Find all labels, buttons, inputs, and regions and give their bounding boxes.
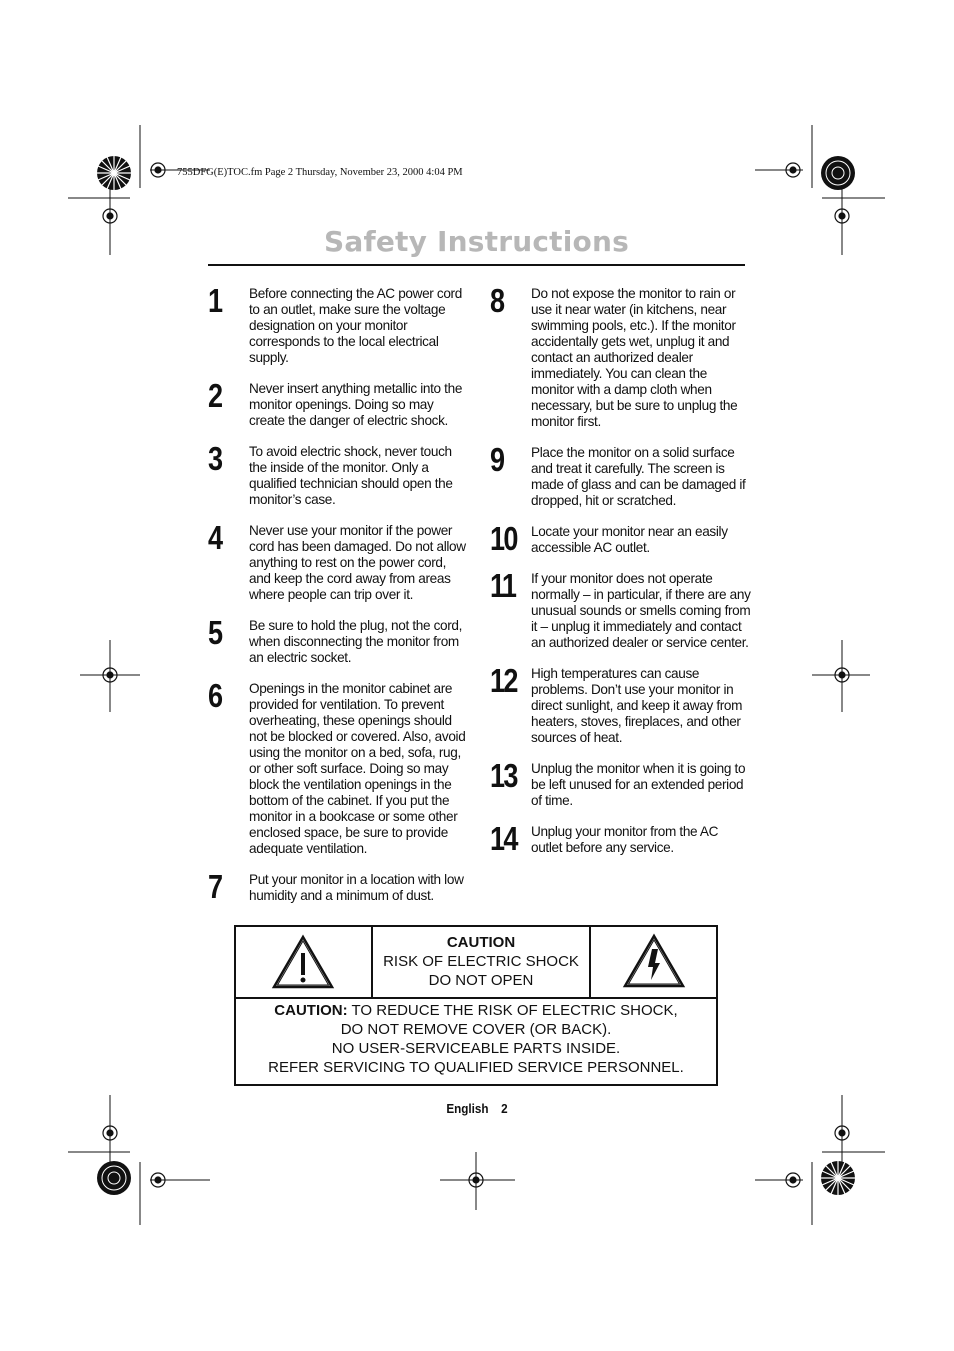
instruction-number: 9 [490, 441, 504, 478]
instruction-text: Locate your monitor near an easily accessible AC outlet. [531, 524, 728, 555]
caution-right-cell [589, 927, 718, 997]
instruction-number: 11 [490, 567, 516, 604]
lightning-warning-icon [622, 933, 686, 989]
instruction-text: Unplug the monitor when it is going to be left unused for an extended period of time. [531, 761, 746, 808]
instruction-item [208, 870, 470, 904]
instruction-number: 6 [208, 677, 222, 714]
instruction-item [490, 284, 752, 430]
instruction-number: 12 [490, 662, 517, 699]
instruction-text: Put your monitor in a location with low humidity and a minimum of dust. [249, 872, 464, 903]
instruction-item [208, 679, 470, 857]
exclamation-warning-icon [271, 934, 335, 990]
instruction-number: 14 [490, 820, 517, 857]
caution-header-text [373, 933, 589, 990]
instruction-item [208, 379, 470, 429]
caution-text-1: TO REDUCE THE RISK OF ELECTRIC SHOCK, [347, 1002, 678, 1019]
instruction-number: 2 [208, 377, 222, 414]
instruction-number: 3 [208, 440, 222, 477]
caution-line-2: DO NOT OPEN [428, 972, 534, 989]
instruction-number: 8 [490, 282, 504, 319]
caution-header-row [236, 927, 716, 999]
caution-left-cell [236, 927, 373, 997]
instruction-number: 7 [208, 868, 222, 905]
right-column [490, 284, 752, 856]
caution-text-2: DO NOT REMOVE COVER (OR BACK). [340, 1021, 612, 1038]
instruction-number: 1 [208, 282, 222, 319]
caution-body [236, 1001, 716, 1077]
instruction-number: 13 [490, 757, 517, 794]
instruction-number: 4 [208, 519, 222, 556]
instruction-item [490, 822, 752, 856]
page-title: Safety Instructions [324, 225, 629, 258]
instruction-item [208, 616, 470, 666]
instruction-text: Do not expose the monitor to rain or use it near water (in kitchens, near swimming pools, etc.). If the monitor accidentally gets wet, unplug it and contact an authorized dealer immediately. You can clean the monitor with a damp cloth when necessary, but be sure to unplug the monitor first. [531, 286, 738, 429]
instruction-item [490, 759, 752, 809]
title-rule [208, 264, 745, 266]
footer-language: English [446, 1101, 489, 1116]
instruction-number: 10 [490, 520, 517, 557]
caution-text-3: NO USER-SERVICEABLE PARTS INSIDE. [331, 1040, 621, 1057]
instruction-number: 5 [208, 614, 222, 651]
caution-box [234, 925, 718, 1086]
instruction-item [208, 442, 470, 508]
caution-heading: CAUTION [446, 934, 516, 951]
instruction-item [490, 522, 752, 556]
instruction-text: Openings in the monitor cabinet are provided for ventilation. To prevent overheating, these openings should not be blocked or covered. Also, avoid using the monitor on a bed, sofa, rug, or other soft surface. Doing so may block the ventilation openings in the bottom of the cabinet. If you put the monitor in a bookcase or some other enclosed space, be sure to provide adequate ventilation. [249, 681, 466, 856]
page-footer [48, 1101, 907, 1116]
instruction-text: To avoid electric shock, never touch the inside of the monitor. Only a qualified technician should open the monitor’s case. [249, 444, 453, 507]
instruction-text: Place the monitor on a solid surface and treat it carefully. The screen is made of glass and can be damaged if dropped, hit or scratched. [531, 445, 746, 508]
caution-text-4: REFER SERVICING TO QUALIFIED SERVICE PERSONNEL. [268, 1059, 684, 1076]
page-number: 2 [501, 1101, 508, 1116]
instruction-text: Before connecting the AC power cord to an outlet, make sure the voltage designation on your monitor corresponds to the local electrical supply. [249, 286, 462, 365]
left-column [208, 284, 470, 904]
file-slug-line: 755DFG(E)TOC.fm Page 2 Thursday, November 23, 2000 4:04 PM [177, 167, 463, 178]
instruction-text: High temperatures can cause problems. Don’t use your monitor in direct sunlight, and keep it away from heaters, stoves, fireplaces, and other sources of heat. [531, 666, 743, 745]
instruction-item [490, 443, 752, 509]
instruction-text: Never insert anything metallic into the monitor openings. Doing so may create the danger of electric shock. [249, 381, 463, 428]
instruction-text: Be sure to hold the plug, not the cord, when disconnecting the monitor from an electric socket. [249, 618, 463, 665]
instruction-text: If your monitor does not operate normally – in particular, if there are any unusual sounds or smells coming from it – unplug it immediately and contact an authorized dealer or service center. [531, 571, 751, 650]
instruction-item [490, 664, 752, 746]
instruction-text: Never use your monitor if the power cord has been damaged. Do not allow anything to rest on the power cord, and keep the cord away from areas where people can trip over it. [249, 523, 466, 602]
instruction-text: Unplug your monitor from the AC outlet before any service. [531, 824, 719, 855]
instruction-item [208, 521, 470, 603]
caution-line-1: RISK OF ELECTRIC SHOCK [383, 953, 579, 970]
instruction-item [490, 569, 752, 651]
caution-label: CAUTION: [274, 1002, 348, 1019]
instruction-item [208, 284, 470, 366]
